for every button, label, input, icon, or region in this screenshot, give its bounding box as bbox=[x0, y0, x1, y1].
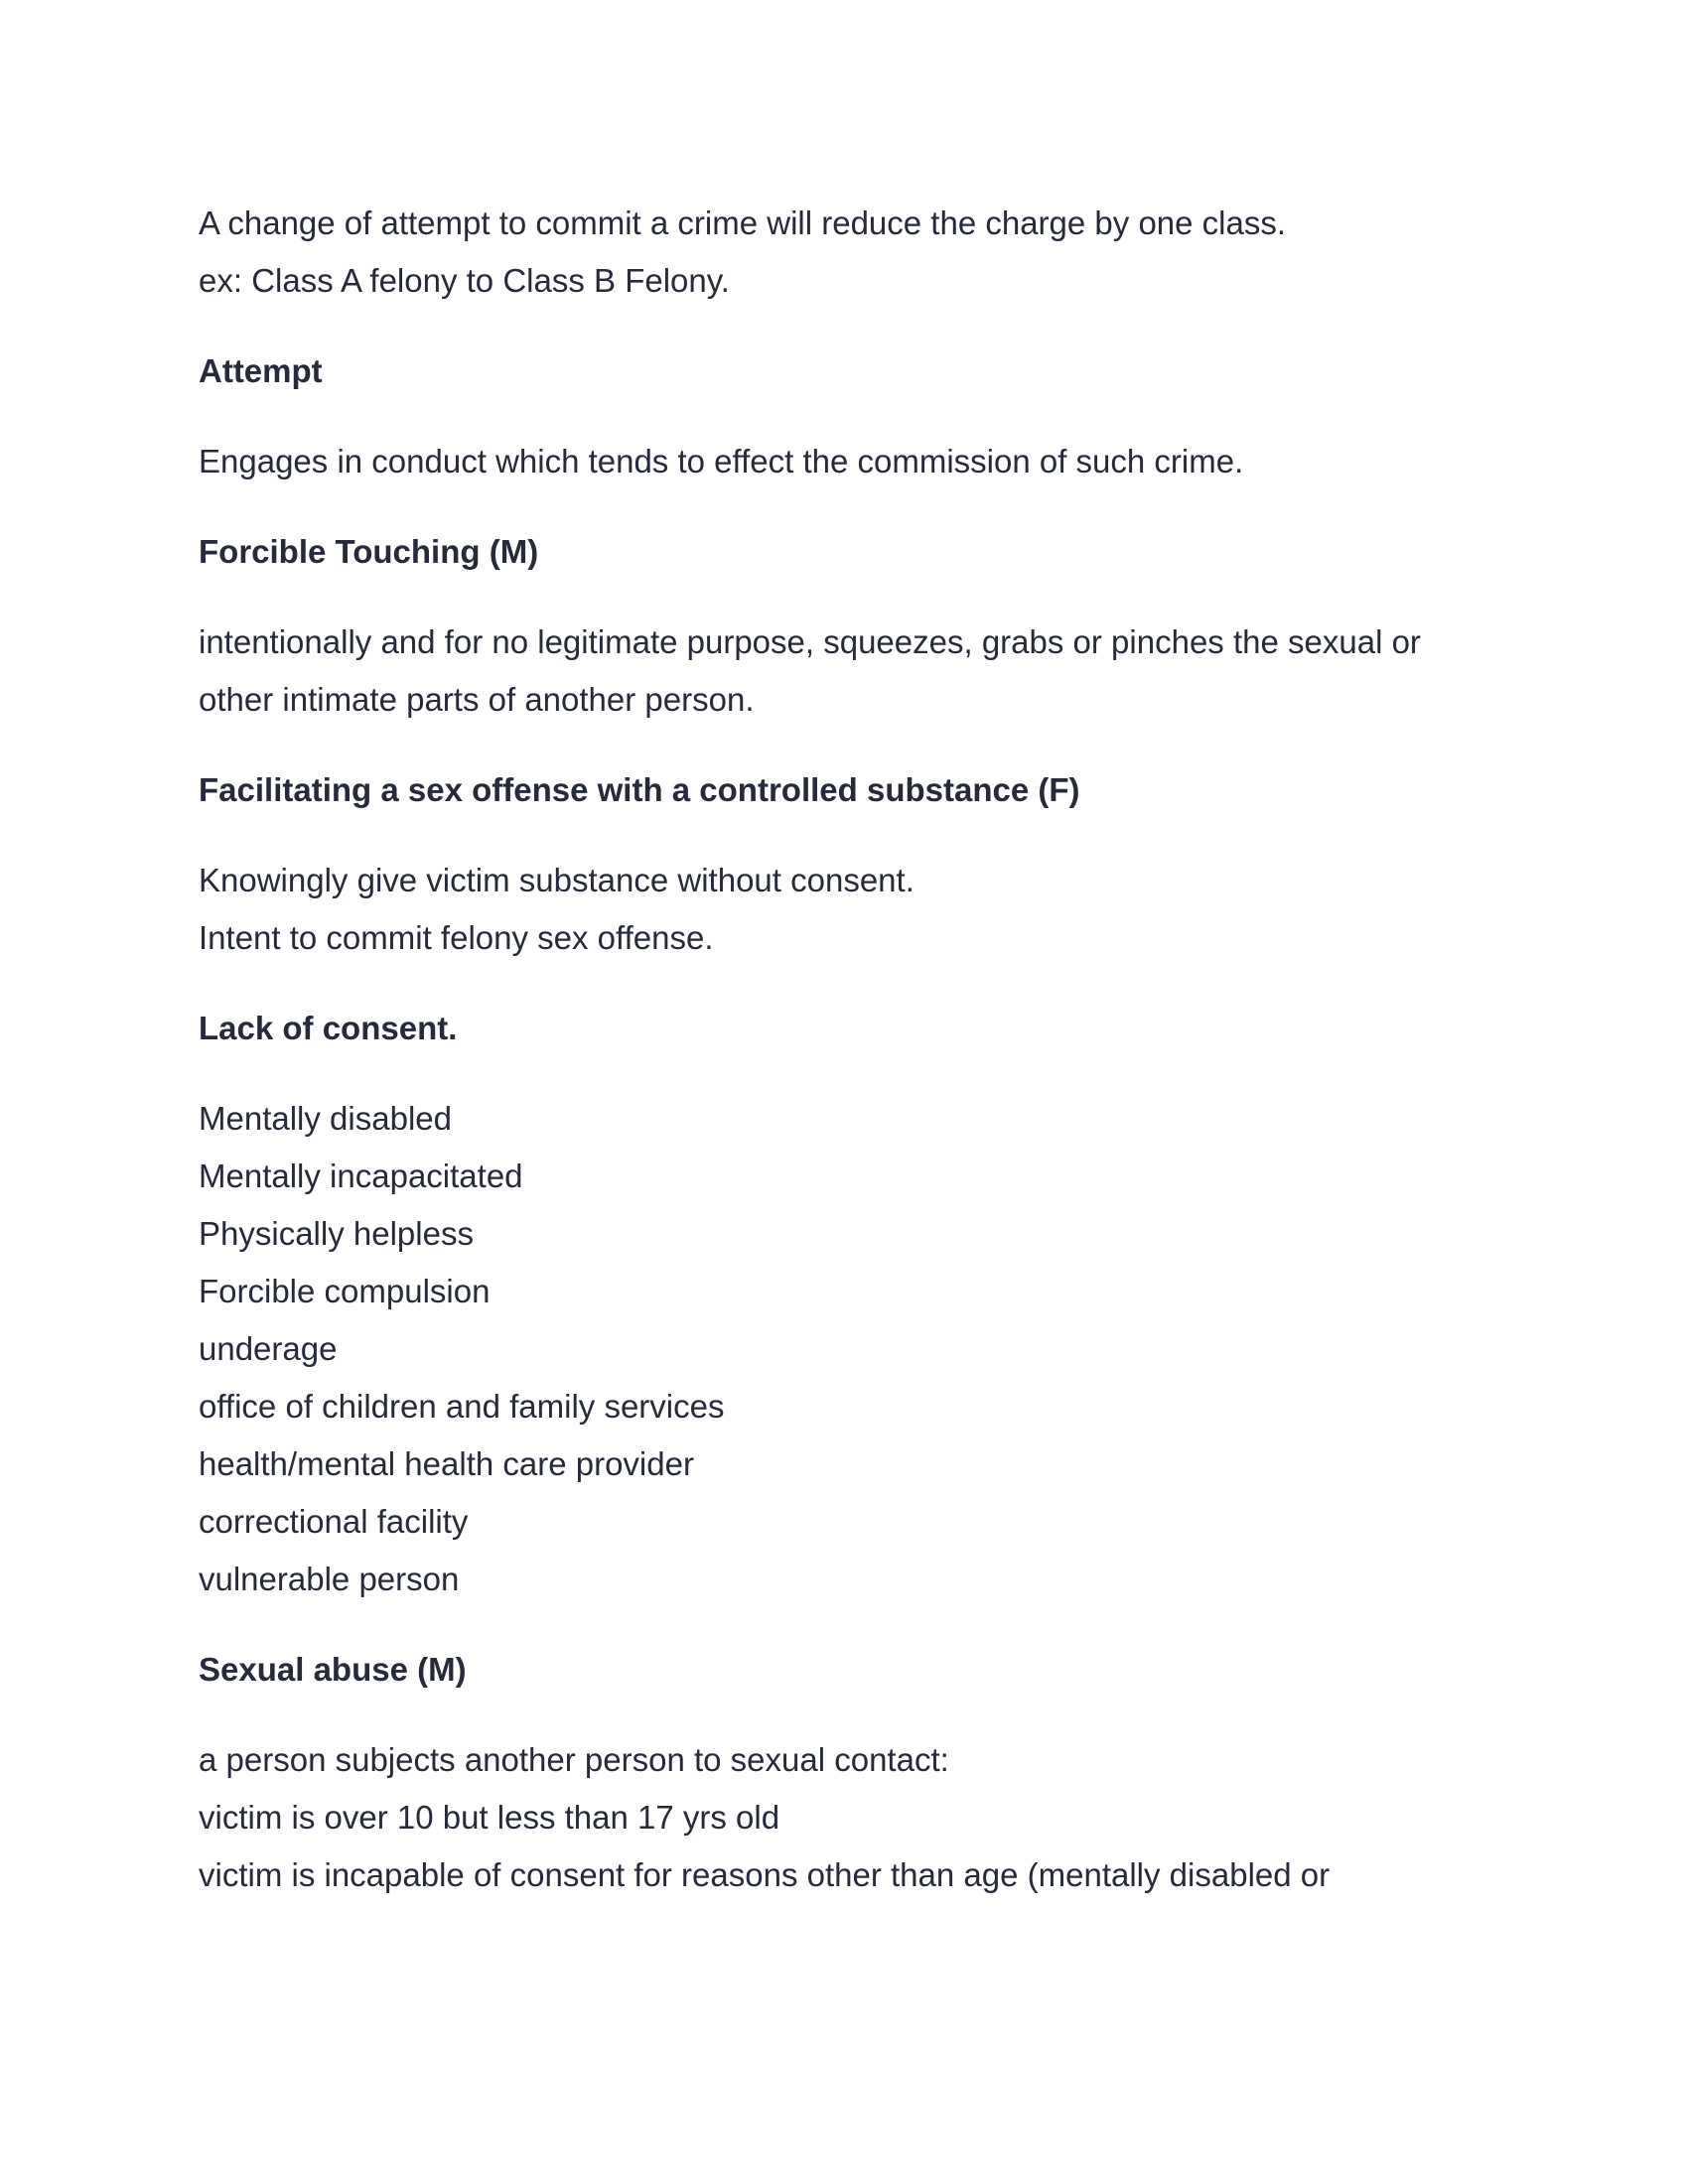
section-line: victim is incapable of consent for reasons other than age (mentally disabled or bbox=[199, 1856, 1331, 1893]
list-item: health/mental health care provider bbox=[199, 1445, 694, 1482]
section-attempt bbox=[199, 342, 1489, 490]
section-heading: Lack of consent. bbox=[199, 1010, 458, 1046]
section-facilitating-sex-offense bbox=[199, 761, 1489, 967]
section-heading: Attempt bbox=[199, 352, 323, 389]
list-item: Mentally disabled bbox=[199, 1100, 452, 1137]
section-lack-of-consent bbox=[199, 1000, 1489, 1608]
intro-line: A change of attempt to commit a crime will reduce the charge by one class. bbox=[199, 205, 1287, 241]
intro-block bbox=[199, 195, 1489, 310]
section-line: other intimate parts of another person. bbox=[199, 681, 755, 718]
section-heading: Facilitating a sex offense with a controlled substance (F) bbox=[199, 771, 1080, 808]
list-item: office of children and family services bbox=[199, 1388, 725, 1425]
section-line: Intent to commit felony sex offense. bbox=[199, 919, 714, 956]
list-item: correctional facility bbox=[199, 1503, 469, 1540]
section-line: Knowingly give victim substance without consent. bbox=[199, 862, 914, 898]
list-item: Physically helpless bbox=[199, 1215, 474, 1252]
section-line: victim is over 10 but less than 17 yrs old bbox=[199, 1799, 780, 1836]
list-item: underage bbox=[199, 1330, 338, 1367]
section-heading: Sexual abuse (M) bbox=[199, 1651, 467, 1688]
intro-line: ex: Class A felony to Class B Felony. bbox=[199, 262, 730, 299]
list-item: Forcible compulsion bbox=[199, 1273, 491, 1309]
section-line: a person subjects another person to sexual contact: bbox=[199, 1741, 949, 1778]
section-line: Engages in conduct which tends to effect the commission of such crime. bbox=[199, 443, 1244, 479]
list-item: vulnerable person bbox=[199, 1561, 460, 1597]
document-page bbox=[199, 195, 1489, 1904]
section-forcible-touching bbox=[199, 523, 1489, 729]
section-line: intentionally and for no legitimate purpose, squeezes, grabs or pinches the sexual or bbox=[199, 623, 1421, 660]
list-item: Mentally incapacitated bbox=[199, 1158, 523, 1194]
section-sexual-abuse bbox=[199, 1641, 1489, 1904]
section-heading: Forcible Touching (M) bbox=[199, 533, 539, 570]
